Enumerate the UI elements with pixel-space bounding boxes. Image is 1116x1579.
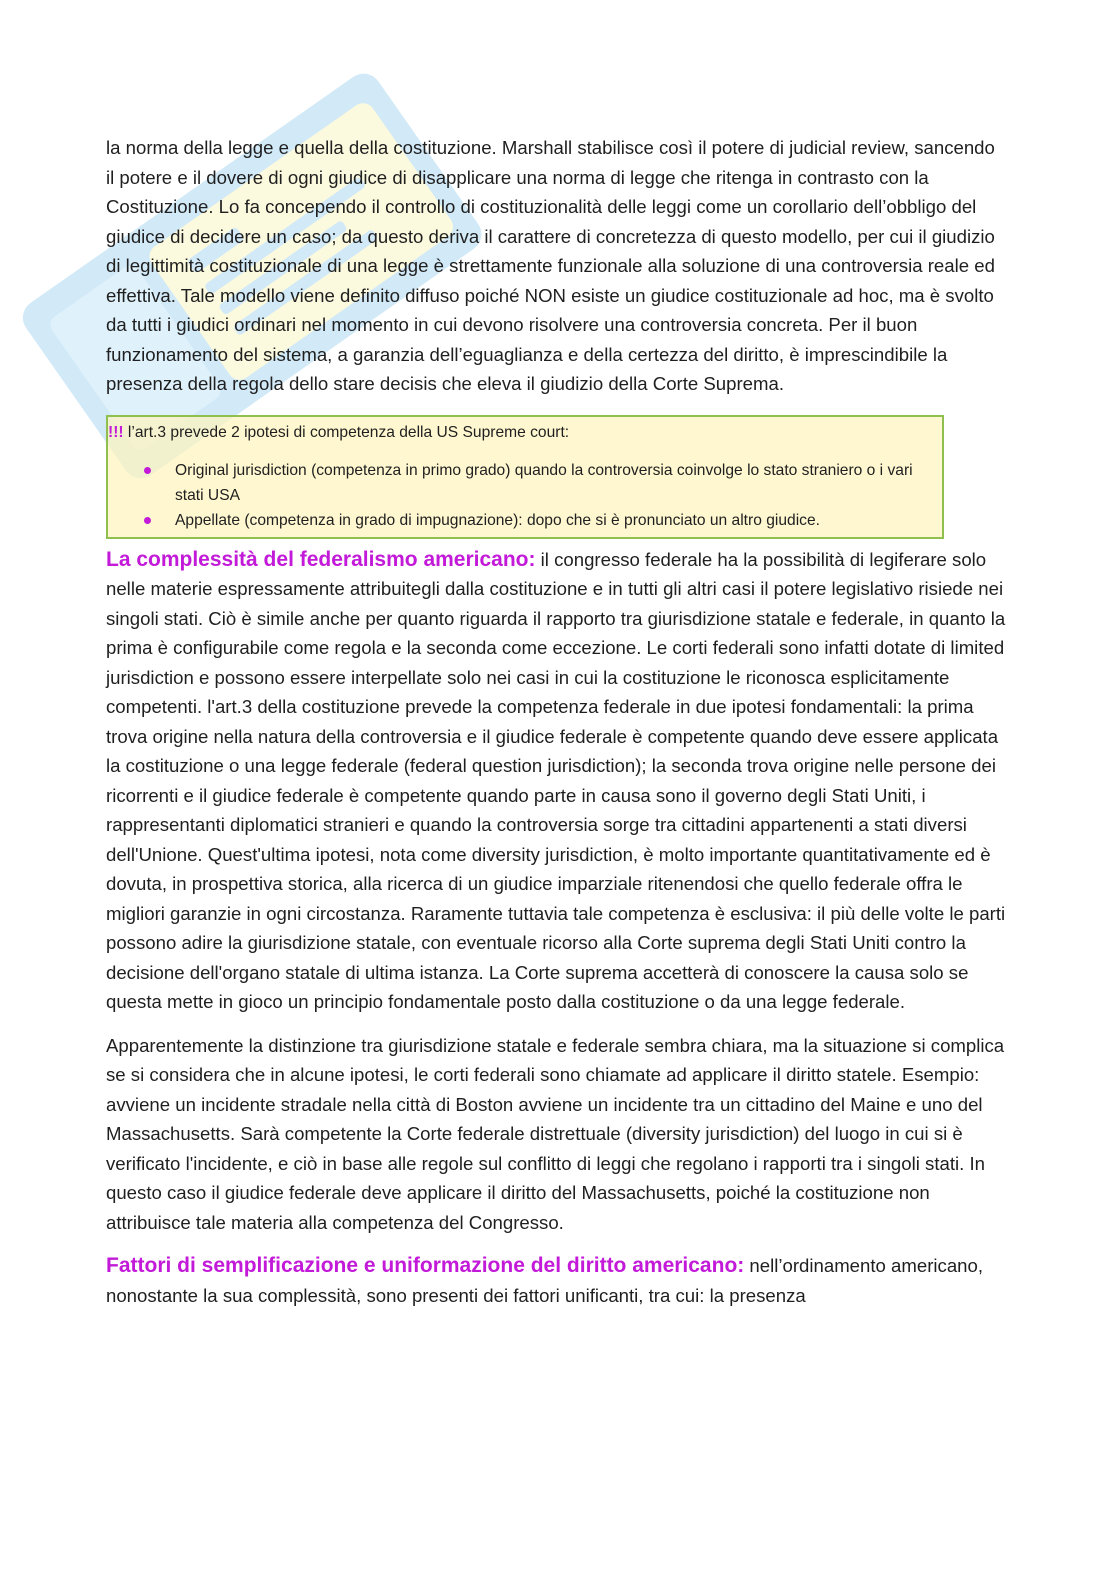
note-marker: !!! bbox=[108, 423, 124, 441]
document-page bbox=[106, 133, 1006, 1310]
list-item: Appellate (competenza in grado di impugnazione): dopo che si è pronunciato un altro giudice. bbox=[108, 508, 934, 533]
note-box bbox=[106, 415, 944, 539]
section-heading-uniformity: Fattori di semplificazione e uniformazione del diritto americano: bbox=[106, 1254, 745, 1277]
section-federalism bbox=[106, 545, 1006, 1017]
intro-paragraph: la norma della legge e quella della costituzione. Marshall stabilisce così il potere di judicial review, sancendo il potere e il dovere di ogni giudice di disapplicare una norma di legge che ritenga in contrasto con la Costituzione. Lo fa concependo il controllo di costituzionalità delle leggi come un corollario dell’obbligo del giudice di decidere un caso; da questo deriva il carattere di concretezza di questo modello, per cui il giudizio di legittimità costituzionale di una legge è strettamente funzionale alla soluzione di una controversia reale ed effettiva. Tale modello viene definito diffuso poiché NON esiste un giudice costituzionale ad hoc, ma è svolto da tutti i giudici ordinari nel momento in cui devono risolvere una controversia concreta. Per il buon funzionamento del sistema, a garanzia dell’eguaglianza e della certezza del diritto, è imprescindibile la presenza della regola dello stare decisis che eleva il giudizio della Corte Suprema. bbox=[106, 137, 995, 394]
note-list bbox=[108, 458, 934, 533]
section-heading-federalism: La complessità del federalismo americano: bbox=[106, 547, 536, 571]
note-intro bbox=[108, 420, 934, 445]
section-uniformity bbox=[106, 1251, 1006, 1310]
example-paragraph: Apparentemente la distinzione tra giurisdizione statale e federale sembra chiara, ma la situazione si complica se si considera che in alcune ipotesi, le corti federali sono chiamate ad applicare il diritto statele. Esempio: avviene un incidente stradale nella città di Boston avviene un incidente tra un cittadino del Maine e uno del Massachusetts. Sarà competente la Corte federale distrettuale (diversity jurisdiction) del luogo in cui si è verificato l'incidente, e ciò in base alle regole sul conflitto di leggi che regolano i rapporti tra i singoli stati. In questo caso il giudice federale deve applicare il diritto del Massachusetts, poiché la costituzione non attribuisce tale materia alla competenza del Congresso. bbox=[106, 1034, 1005, 1233]
section-body-federalism: il congresso federale ha la possibilità di legiferare solo nelle materie espressamente attribuitegli dalla costituzione e in tutti gli altri casi il potere legislativo risiede nei singoli stati. Ciò è simile anche per quanto riguarda il rapporto tra giurisdizione statale e federale, in quanto la prima è configurabile come regola e la seconda come eccezione. Le corti federali sono infatti dotate di limited jurisdiction e possono essere interpellate solo nei casi in cui la costituzione le riconosca esplicitamente competenti. l'art.3 della costituzione prevede la competenza federale in due ipotesi fondamentali: la prima trova origine nella natura della controversia e il giudice federale è competente quando deve essere applicata la costituzione o una legge federale (federal question jurisdiction); la seconda trova origine nelle persone dei ricorrenti e il giudice federale è competente quando parte in causa sono il governo degli Stati Uniti, i rappresentanti diplomatici stranieri e quando la controversia sorge tra cittadini appartenenti a stati diversi dell'Unione. Quest'ultima ipotesi, nota come diversity jurisdiction, è molto importante quantitativamente ed è dovuta, in prospettiva storica, alla ricerca di un giudice imparziale ritenendosi che quello federale offra le migliori garanzie in ogni circostanza. Raramente tuttavia tale competenza è esclusiva: il più delle volte le parti possono adire la giurisdizione statale, con eventuale ricorso alla Corte suprema degli Stati Uniti contro la decisione dell'organo statale di ultima istanza. La Corte suprema accetterà di conoscere la causa solo se questa mette in gioco un principio fondamentale posto dalla costituzione o da una legge federale. bbox=[106, 548, 1006, 1012]
note-intro-text: l’art.3 prevede 2 ipotesi di competenza della US Supreme court: bbox=[123, 423, 570, 441]
list-item: Original jurisdiction (competenza in primo grado) quando la controversia coinvolge lo stato straniero o i vari stati USA bbox=[108, 458, 934, 508]
section-body-uniformity: nell’ordinamento americano, nonostante la sua complessità, sono presenti dei fattori unificanti, tra cui: la presenza bbox=[106, 1255, 984, 1306]
